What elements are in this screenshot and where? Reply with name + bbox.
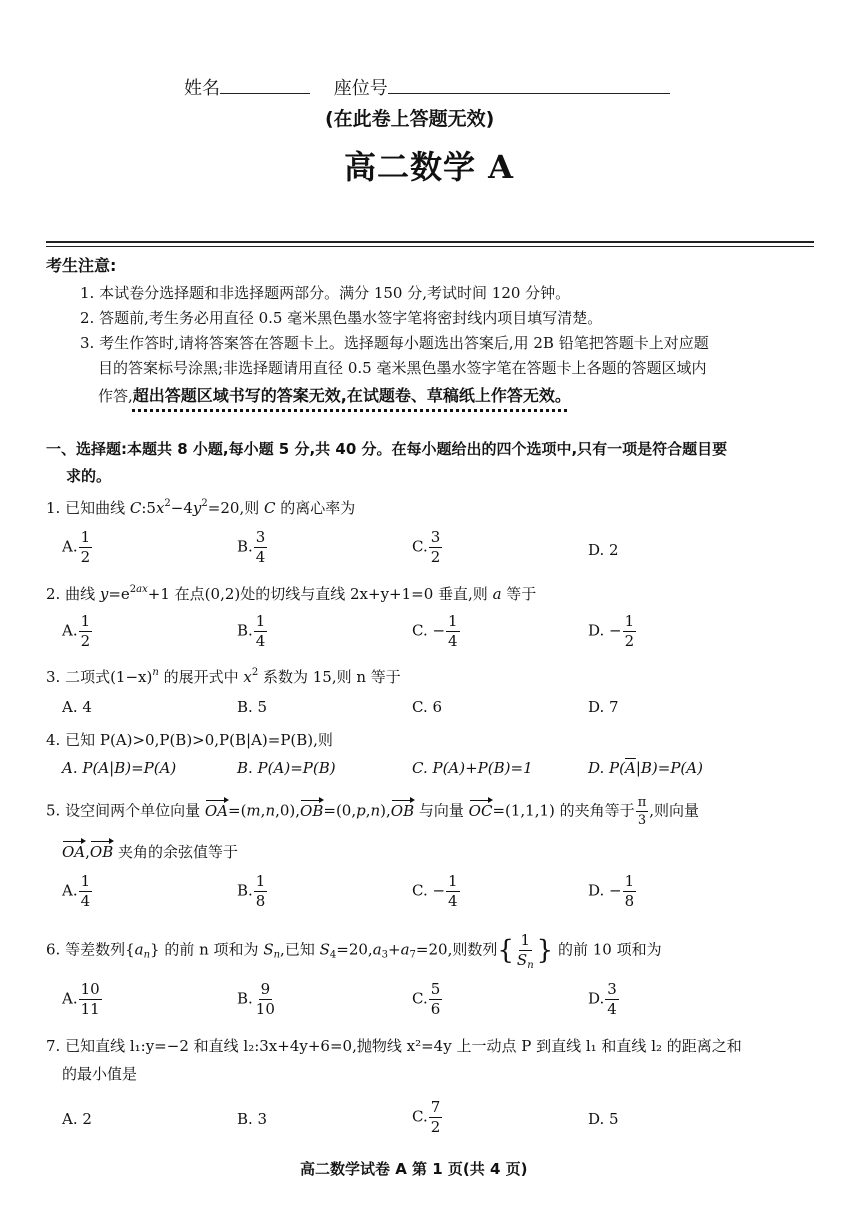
q4-d-post: |B)=P(A) xyxy=(635,759,703,777)
q5-mid2: 的夹角等于 xyxy=(554,801,635,820)
q1-option-b: B. $\frac{3}{4}$ xyxy=(237,528,266,566)
instruction-3-emphasis: 超出答题区域书写的答案无效,在试题卷、草稿纸上作答无效。 xyxy=(132,386,571,405)
q2-option-a: A. $\frac{1}{2}$ xyxy=(62,612,91,650)
instruction-3-line-2: 目的答案标号涂黑;非选择题请用直径 0.5 毫米黑色墨水签字笔在答题卡上各题的答题区域内 xyxy=(98,359,707,377)
q4-d-pre: D. P( xyxy=(588,759,625,777)
q5-pre: 5. 设空间两个单位向量 xyxy=(46,801,205,820)
q3-option-c: C. 6 xyxy=(412,698,443,716)
instruction-1: 1. 本试卷分选择题和非选择题两部分。满分 150 分,考试时间 120 分钟。 xyxy=(80,284,571,302)
q6-option-a: A. $\frac{10}{11}$ xyxy=(62,980,100,1018)
q7-option-a: A. 2 xyxy=(62,1110,92,1128)
q7-c-label: C. xyxy=(412,1107,428,1126)
name-label: 姓名 xyxy=(184,78,220,99)
question-3: 3. 二项式$(1-x)^n$ 的展开式中 $x^2$ 系数为 15,则 n 等于 xyxy=(46,667,401,686)
q6-mid2: ,已知 xyxy=(280,940,320,959)
q6-mid3: ,则数列 xyxy=(447,940,498,959)
q2-option-b: B. $\frac{1}{4}$ xyxy=(237,612,266,650)
question-4: 4. 已知 P(A)>0,P(B)>0,P(B|A)=P(B),则 xyxy=(46,731,333,749)
question-2: 2. 曲线 $y=e^{2ax}+1$ 在点(0,2)处的切线与直线 2x+y+1=0 垂直,则 a 等于 xyxy=(46,584,537,603)
q4-option-c: C. P(A)+P(B)=1 xyxy=(412,759,533,777)
q6-option-d: D. $\frac{3}{4}$ xyxy=(588,980,617,1018)
q2-post: 等于 xyxy=(501,585,537,603)
question-6: 6. 等差数列$\{a_n\}$ 的前 n 项和为 $S_n$,已知 $S_4=20,a_3+a_7=20$,则数列{ $\frac{1}{S_n}$ } 的前 10 项和为 xyxy=(46,931,662,971)
q2-pre: 2. 曲线 xyxy=(46,585,100,603)
question-5: 5. 设空间两个单位向量 OA=(m,n,0),OB=(0,p,n),OB 与向量 OC=(1,1,1) 的夹角等于 $\frac{\pi}{3}$ ,则向量 xyxy=(46,795,700,828)
section-1-line-2: 求的。 xyxy=(66,467,112,485)
q4-option-b: B. P(A)=P(B) xyxy=(237,759,336,777)
question-7-line-1: 7. 已知直线 l₁:y=−2 和直线 l₂:3x+4y+6=0,抛物线 x²=4y 上一动点 P 到直线 l₁ 和直线 l₂ 的距离之和 xyxy=(46,1037,742,1055)
q7-option-c: C. $\frac{7}{2}$ xyxy=(412,1098,441,1136)
invalid-notice: (在此卷上答题无效) xyxy=(325,108,495,130)
q3-mid: 的展开式中 xyxy=(158,668,244,686)
q1-option-c: C. $\frac{3}{2}$ xyxy=(412,528,441,566)
q5-option-d: D. − $\frac{1}{8}$ xyxy=(588,872,635,910)
q5-mid1: 与向量 xyxy=(414,801,469,820)
q3-option-a: A. 4 xyxy=(62,698,92,716)
q2-option-d: D. − $\frac{1}{2}$ xyxy=(588,612,635,650)
q6-post: 的前 10 项和为 xyxy=(553,940,662,959)
q1-mid: ,则 xyxy=(239,499,264,517)
instruction-3-plain: 作答, xyxy=(98,387,133,405)
name-field xyxy=(184,74,670,100)
q5-option-a: A. $\frac{1}{4}$ xyxy=(62,872,91,910)
q3-post: 系数为 15,则 n 等于 xyxy=(258,668,401,686)
q5-post: ,则向量 xyxy=(649,801,700,820)
page-title: 高二数学 A xyxy=(344,148,514,186)
question-1: 1. 已知曲线 $C:5x^2-4y^2=20$,则 C 的离心率为 xyxy=(46,498,356,517)
q1-post: 的离心率为 xyxy=(275,499,356,517)
q4-option-a: A. P(A|B)=P(A) xyxy=(62,759,177,777)
q6-pre: 6. 等差数列{ xyxy=(46,940,135,959)
question-7-line-2: 的最小值是 xyxy=(62,1065,138,1083)
q4-option-d: D. $P(\overline{A}|B)=P(A)$ xyxy=(588,759,703,777)
section-1-line-1: 一、选择题:本题共 8 小题,每小题 5 分,共 40 分。在每小题给出的四个选项中,只有一项是符合题目要 xyxy=(46,440,728,458)
q3-pre: 3. 二项式(1−x) xyxy=(46,668,153,686)
q3-option-d: D. 7 xyxy=(588,698,619,716)
q2-option-c: C. − $\frac{1}{4}$ xyxy=(412,612,458,650)
q1-option-a: A. $\frac{1}{2}$ xyxy=(62,528,91,566)
q3-option-b: B. 5 xyxy=(237,698,268,716)
instruction-3-line-3 xyxy=(98,383,571,406)
q5-option-c: C. − $\frac{1}{4}$ xyxy=(412,872,458,910)
page-footer: 高二数学试卷 A 第 1 页(共 4 页) xyxy=(300,1160,528,1178)
seat-label: 座位号 xyxy=(333,78,388,99)
q1-option-d: D. 2 xyxy=(588,541,619,559)
instructions-heading: 考生注意: xyxy=(46,256,117,275)
q2-mid: 在点(0,2)处的切线与直线 2x+y+1=0 垂直,则 xyxy=(169,585,493,603)
seat-blank xyxy=(388,79,670,94)
q1-pre: 1. 已知曲线 xyxy=(46,499,130,517)
q6-mid1: } 的前 n 项和为 xyxy=(150,940,264,959)
instruction-3-line-1: 3. 考生作答时,请将答案答在答题卡上。选择题每小题选出答案后,用 2B 铅笔把答题卡上对应题 xyxy=(80,334,709,352)
question-5-line-2: OA,OB 夹角的余弦值等于 xyxy=(62,843,239,861)
q7-option-d: D. 5 xyxy=(588,1110,619,1128)
q5-option-b: B. $\frac{1}{8}$ xyxy=(237,872,266,910)
header-rule-top xyxy=(46,241,814,243)
name-blank xyxy=(220,79,310,94)
q1-a-label: A. xyxy=(62,537,78,556)
header-rule-bottom xyxy=(46,246,814,247)
q7-option-b: B. 3 xyxy=(237,1110,268,1128)
instruction-2: 2. 答题前,考生务必用直径 0.5 毫米黑色墨水签字笔将密封线内项目填写清楚。 xyxy=(80,309,603,327)
q6-option-c: C. $\frac{5}{6}$ xyxy=(412,980,441,1018)
q6-option-b: B. $\frac{9}{10}$ xyxy=(237,980,275,1018)
q5-line2: 夹角的余弦值等于 xyxy=(113,843,239,861)
